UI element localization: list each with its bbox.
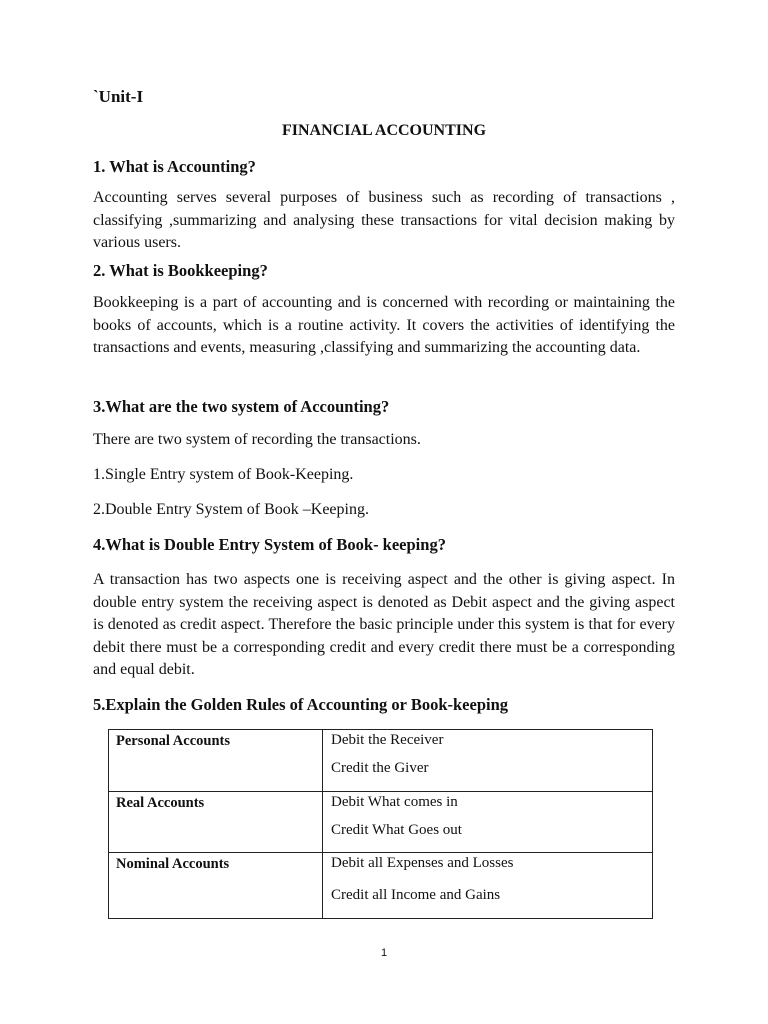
answer-3-item-2: 2.Double Entry System of Book –Keeping.: [93, 501, 369, 518]
question-3-heading: 3.What are the two system of Accounting?: [93, 397, 390, 416]
question-5-heading: 5.Explain the Golden Rules of Accounting or Book-keeping: [93, 695, 509, 714]
answer-2-paragraph: Bookkeeping is a part of accounting and is concerned with recording or maintaining the books of accounts, which is a routine activity. It covers the activities of identifying the transactions and events, measuring ,classifying and summarizing the accounting data.: [93, 294, 675, 356]
golden-rules-table: [108, 729, 653, 919]
table-row: [109, 730, 653, 792]
account-type-cell: Nominal Accounts: [109, 853, 323, 919]
question-1-heading: 1. What is Accounting?: [93, 157, 256, 176]
debit-rule: Debit the Receiver: [331, 732, 444, 748]
question-4-heading: 4.What is Double Entry System of Book- keeping?: [93, 535, 446, 554]
table-row: [109, 853, 653, 919]
answer-4-paragraph: A transaction has two aspects one is receiving aspect and the other is giving aspect. In double entry system the receiving aspect is denoted as Debit aspect and the giving aspect is denoted as credit aspect. Therefore the basic principle under this system is that for every debit there must be a corresponding credit and every credit there must be a corresponding and equal debit.: [93, 571, 675, 678]
rule-cell: [323, 730, 653, 792]
question-2-heading: 2. What is Bookkeeping?: [93, 261, 268, 280]
rule-cell: [323, 853, 653, 919]
credit-rule: Credit What Goes out: [331, 822, 462, 838]
document-title: FINANCIAL ACCOUNTING: [281, 122, 487, 139]
debit-rule: Debit What comes in: [331, 794, 458, 810]
credit-rule: Credit all Income and Gains: [331, 887, 501, 903]
unit-label: `Unit-I: [93, 87, 144, 106]
rule-cell: [323, 792, 653, 853]
table-row: [109, 792, 653, 853]
credit-rule: Credit the Giver: [331, 760, 429, 776]
answer-3-item-1: 1.Single Entry system of Book-Keeping.: [93, 466, 354, 483]
account-type-cell: Real Accounts: [109, 792, 323, 853]
answer-3-intro: There are two system of recording the transactions.: [93, 431, 421, 448]
debit-rule: Debit all Expenses and Losses: [331, 855, 514, 871]
page-number: 1: [380, 947, 388, 959]
account-type-cell: Personal Accounts: [109, 730, 323, 792]
answer-1-paragraph: Accounting serves several purposes of business such as recording of transactions , classifying ,summarizing and analysing these transactions for vital decision making by various users.: [93, 189, 675, 251]
